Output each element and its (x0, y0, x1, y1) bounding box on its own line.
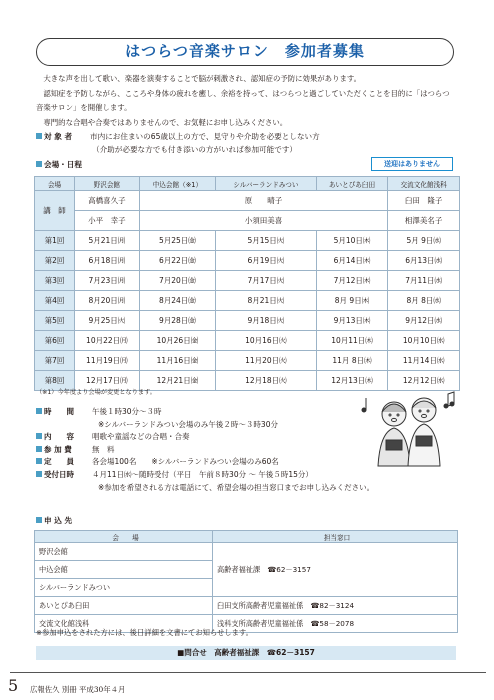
header-cell: 交流文化館浅科 (388, 177, 460, 191)
lecturer-cell: 小平 幸子 (75, 211, 140, 231)
lecturer-label: 講 師 (35, 191, 75, 231)
publication-name: 広報佐久 別冊 平成30年４月 (30, 685, 126, 694)
date-cell: 12月13日㈭ (316, 371, 388, 391)
schedule-row (35, 251, 460, 271)
date-cell: 7月11日㈬ (388, 271, 460, 291)
window-cell: 高齢者福祉課 ☎62－3157 (213, 543, 458, 597)
date-cell: 5月25日㈮ (139, 231, 215, 251)
header-cell: シルバーランドみつい (216, 177, 317, 191)
apply-row (35, 543, 458, 561)
date-cell: 8月20日㈪ (75, 291, 140, 311)
bullet-square-icon (36, 161, 42, 167)
venue-cell: 交流文化館浅科 (35, 615, 213, 633)
detail-note: ※シルバーランドみつい会場のみ午後２時～３時30分 (98, 419, 278, 429)
lecturer-cell: 原 晴子 (139, 191, 388, 211)
date-cell: 7月23日㈪ (75, 271, 140, 291)
date-cell: 12月12日㈬ (388, 371, 460, 391)
detail-value: 各会場100名 ※シルバーランドみつい会場のみ60名 (92, 457, 279, 467)
detail-row-period (36, 469, 374, 482)
date-cell: 8月 8日㈬ (388, 291, 460, 311)
no-transport-badge: 送迎はありません (371, 157, 453, 171)
session-label: 第7回 (35, 351, 75, 371)
session-label: 第4回 (35, 291, 75, 311)
detail-value: 午後１時30分～３時 (92, 407, 162, 416)
title-banner (36, 38, 454, 66)
date-cell: 8月21日㈫ (216, 291, 317, 311)
schedule-row (35, 291, 460, 311)
target-section (36, 130, 320, 157)
lecturer-row (35, 211, 460, 231)
bullet-square-icon (36, 517, 42, 523)
intro-text (36, 72, 456, 130)
schedule-row (35, 231, 460, 251)
date-cell: 12月18日㈫ (216, 371, 317, 391)
intro-paragraph: 大きな声を出して歌い、楽器を演奏することで脳が刺激され、認知症の予防に効果があります。 (43, 74, 362, 83)
date-cell: 7月12日㈭ (316, 271, 388, 291)
date-cell: 9月25日㈫ (75, 311, 140, 331)
date-cell: 7月17日㈫ (216, 271, 317, 291)
date-cell: 6月19日㈫ (216, 251, 317, 271)
date-cell: 9月13日㈭ (316, 311, 388, 331)
bullet-square-icon (36, 433, 42, 439)
apply-row (35, 597, 458, 615)
date-cell: 11月20日㈫ (216, 351, 317, 371)
detail-label: 定 員 (44, 457, 74, 467)
apply-header-row (35, 531, 458, 543)
apply-label: 申 込 先 (44, 516, 73, 525)
page-title: はつらつ音楽サロン 参加者募集 (125, 42, 365, 60)
session-label: 第8回 (35, 371, 75, 391)
header-cell: 会 場 (35, 531, 213, 543)
header-cell: あいとぴあ臼田 (316, 177, 388, 191)
venue-cell: シルバーランドみつい (35, 579, 213, 597)
header-cell: 中込会館（※1） (139, 177, 215, 191)
detail-value: 無 料 (92, 444, 115, 454)
date-cell: 12月17日㈪ (75, 371, 140, 391)
apply-heading (36, 514, 72, 527)
apply-table (34, 530, 458, 633)
schedule-label: 会場・日程 (44, 160, 82, 169)
date-cell: 5月15日㈫ (216, 231, 317, 251)
date-cell: 12月21日㈮ (139, 371, 215, 391)
schedule-header-row (35, 177, 460, 191)
lecturer-cell: 小須田美喜 (139, 211, 388, 231)
venue-cell: 中込会館 (35, 561, 213, 579)
detail-label: 時 間 (44, 407, 74, 416)
follow-up-note: ※参加申込をされた方には、後日詳細を文書にてお知らせします。 (36, 628, 253, 637)
detail-label: 参 加 費 (44, 444, 72, 454)
date-cell: 9月12日㈬ (388, 311, 460, 331)
lecturer-cell: 高橋喜久子 (75, 191, 140, 211)
page-number: 5 (8, 676, 19, 695)
date-cell: 9月18日㈫ (216, 311, 317, 331)
intro-paragraph: 認知症を予防しながら、こころや身体の疲れを癒し、余裕を持って、はつらつと過ごしていただくことを目的に「はつらつ音楽サロン」を開催します。 (36, 88, 450, 113)
venue-change-note: （※1）今年度より会場が変更となります。 (36, 389, 156, 396)
date-cell: 6月18日㈪ (75, 251, 140, 271)
date-cell: 10月16日㈫ (216, 331, 317, 351)
date-cell: 6月22日㈮ (139, 251, 215, 271)
date-cell: 10月22日㈪ (75, 331, 140, 351)
detail-label: 受付日時 (44, 469, 74, 479)
venue-cell: あいとぴあ臼田 (35, 597, 213, 615)
schedule-row (35, 331, 460, 351)
lecturer-cell: 臼田 隆子 (388, 191, 460, 211)
session-label: 第3回 (35, 271, 75, 291)
detail-row-fee (36, 444, 374, 457)
venue-cell: 野沢会館 (35, 543, 213, 561)
bullet-square-icon (36, 133, 42, 139)
window-cell: 臼田支所高齢者児童福祉係 ☎82－3124 (213, 597, 458, 615)
date-cell: 5月 9日㈬ (388, 231, 460, 251)
contact-bar: ■問合せ 高齢者福祉課 ☎62－3157 (36, 646, 456, 660)
date-cell: 6月14日㈭ (316, 251, 388, 271)
detail-row-time (36, 406, 374, 419)
date-cell: 9月28日㈮ (139, 311, 215, 331)
date-cell: 8月24日㈮ (139, 291, 215, 311)
target-label: 対 象 者 (44, 132, 73, 141)
window-cell: 浅科支所高齢者児童福祉係 ☎58－2078 (213, 615, 458, 633)
schedule-table (34, 176, 460, 391)
details-section (36, 406, 374, 494)
date-cell: 7月20日㈮ (139, 271, 215, 291)
date-cell: 11月 8日㈭ (316, 351, 388, 371)
session-label: 第6回 (35, 331, 75, 351)
date-cell: 10月26日㈮ (139, 331, 215, 351)
bullet-square-icon (36, 446, 42, 452)
date-cell: 10月11日㈭ (316, 331, 388, 351)
date-cell: 5月10日㈭ (316, 231, 388, 251)
intro-paragraph: 専門的な合唱や合奏ではありませんので、お気軽にお申し込みください。 (43, 117, 288, 127)
target-value: 市内にお住まいの65歳以上の方で、見守りや介助を必要としない方 (90, 132, 320, 141)
schedule-row (35, 351, 460, 371)
header-cell: 会場 (35, 177, 75, 191)
session-label: 第2回 (35, 251, 75, 271)
schedule-row (35, 311, 460, 331)
detail-value: ４月11日㈬～随時受付（平日 午前８時30分 ～ 午後５時15分） (92, 469, 313, 479)
bullet-square-icon (36, 408, 42, 414)
detail-value: 唱歌や童謡などの合唱・合奏 (92, 432, 190, 442)
detail-note: ※参加を希望される方は電話にて、希望会場の担当窓口までお申し込みください。 (98, 482, 375, 492)
date-cell: 11月14日㈬ (388, 351, 460, 371)
bullet-square-icon (36, 471, 42, 477)
session-label: 第1回 (35, 231, 75, 251)
date-cell: 11月16日㈮ (139, 351, 215, 371)
lecturer-cell: 相澤美名子 (388, 211, 460, 231)
schedule-heading (36, 158, 82, 171)
date-cell: 10月10日㈬ (388, 331, 460, 351)
detail-label: 内 容 (44, 432, 74, 442)
date-cell: 5月21日㈪ (75, 231, 140, 251)
date-cell: 8月 9日㈭ (316, 291, 388, 311)
header-cell: 野沢会館 (75, 177, 140, 191)
session-label: 第5回 (35, 311, 75, 331)
schedule-row (35, 271, 460, 291)
bullet-square-icon (36, 458, 42, 464)
target-note: （介助が必要な方でも付き添いの方がいれば参加可能です） (92, 145, 298, 155)
detail-row-capacity (36, 456, 374, 469)
lecturer-row (35, 191, 460, 211)
date-cell: 11月19日㈪ (75, 351, 140, 371)
detail-row-content (36, 431, 374, 444)
date-cell: 6月13日㈬ (388, 251, 460, 271)
header-cell: 担当窓口 (213, 531, 458, 543)
